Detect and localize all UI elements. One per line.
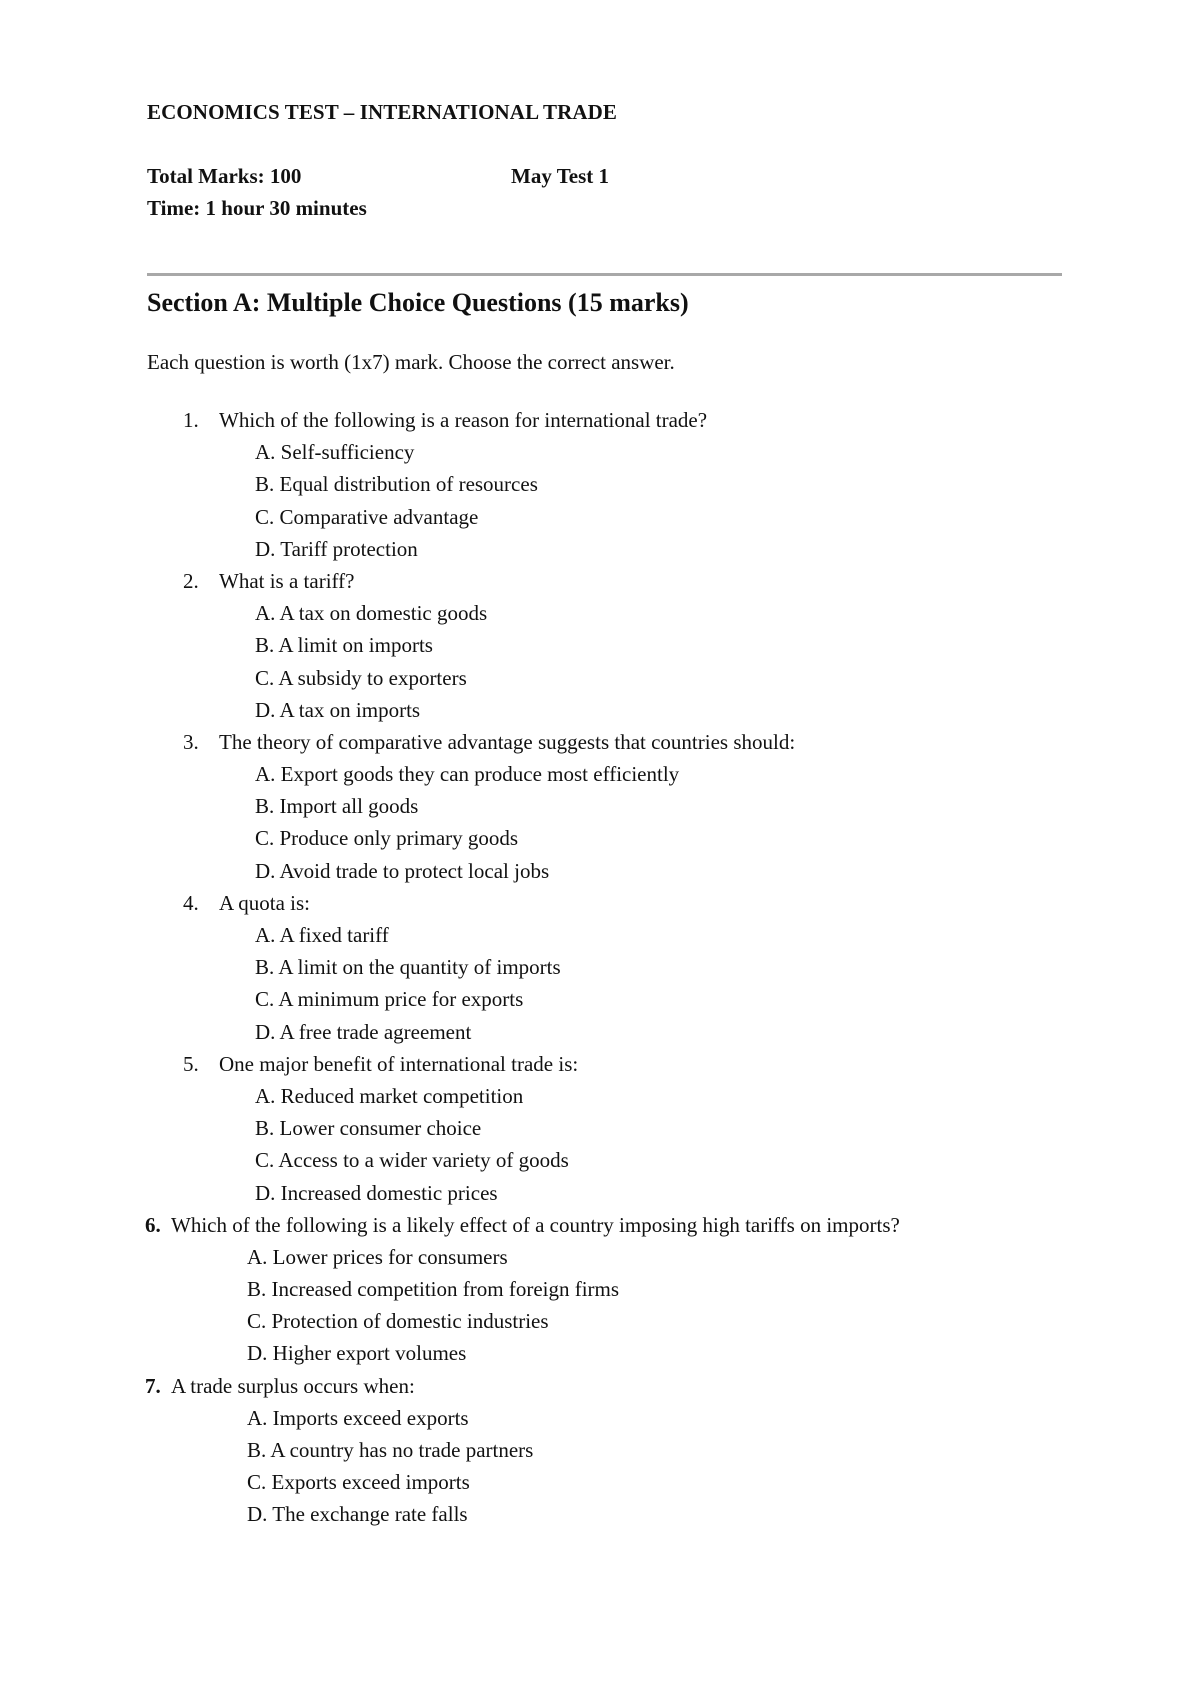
question-5	[0, 1048, 1200, 1080]
answer-option	[0, 1434, 1200, 1466]
option-a: A. Lower prices for consumers	[247, 1244, 508, 1269]
answer-option	[0, 1337, 1200, 1369]
time-allowed: Time: 1 hour 30 minutes	[147, 196, 367, 220]
option-b: B. Equal distribution of resources	[255, 472, 538, 497]
option-d: D. A free trade agreement	[255, 1019, 472, 1044]
answer-option	[0, 1241, 1200, 1273]
option-b: B. A limit on imports	[255, 633, 433, 658]
option-d: D. Increased domestic prices	[255, 1180, 498, 1205]
question-text: What is a tariff?	[219, 568, 355, 593]
question-2	[0, 565, 1200, 597]
answer-option	[0, 436, 1200, 468]
question-text: A quota is:	[219, 890, 311, 915]
question-number: 7.	[145, 1373, 161, 1398]
answer-option	[0, 855, 1200, 887]
question-text: One major benefit of international trade is:	[219, 1051, 579, 1076]
option-c: C. Exports exceed imports	[247, 1470, 470, 1495]
answer-option	[0, 501, 1200, 533]
option-d: D. The exchange rate falls	[247, 1502, 468, 1527]
option-a: A. A tax on domestic goods	[255, 601, 488, 626]
page-title: ECONOMICS TEST – INTERNATIONAL TRADE	[147, 100, 617, 124]
question-number: 4.	[183, 890, 199, 915]
test-name: May Test 1	[511, 164, 610, 188]
option-d: D. Higher export volumes	[247, 1341, 467, 1366]
section-a-instructions: Each question is worth (1x7) mark. Choose the correct answer.	[147, 350, 675, 374]
option-b: B. Lower consumer choice	[255, 1116, 482, 1141]
question-4	[0, 887, 1200, 919]
question-7	[0, 1370, 1200, 1402]
horizontal-divider	[147, 273, 1062, 276]
option-d: D. Tariff protection	[255, 536, 418, 561]
question-text: Which of the following is a likely effect of a country imposing high tariffs on imports?	[171, 1212, 900, 1237]
total-marks: Total Marks: 100	[147, 164, 302, 188]
answer-option	[0, 951, 1200, 983]
answer-option	[0, 790, 1200, 822]
section-a-heading: Section A: Multiple Choice Questions (15 marks)	[147, 288, 689, 317]
answer-option	[0, 919, 1200, 951]
answer-option	[0, 1080, 1200, 1112]
option-c: C. Protection of domestic industries	[247, 1309, 549, 1334]
question-number: 5.	[183, 1051, 199, 1076]
option-a: A. Export goods they can produce most efficiently	[255, 762, 680, 787]
answer-option	[0, 629, 1200, 661]
option-d: D. Avoid trade to protect local jobs	[255, 858, 550, 883]
option-a: A. A fixed tariff	[255, 923, 389, 947]
answer-option	[0, 1112, 1200, 1144]
answer-option	[0, 1016, 1200, 1048]
option-b: B. A limit on the quantity of imports	[255, 955, 561, 980]
question-1	[0, 404, 1200, 436]
answer-option	[0, 468, 1200, 500]
question-text: Which of the following is a reason for international trade?	[219, 408, 708, 432]
option-b: B. Increased competition from foreign firms	[247, 1277, 620, 1302]
option-c: C. A subsidy to exporters	[255, 665, 467, 690]
answer-option	[0, 1144, 1200, 1176]
answer-option	[0, 1305, 1200, 1337]
option-a: A. Self-sufficiency	[255, 440, 415, 465]
answer-option	[0, 1177, 1200, 1209]
question-text: A trade surplus occurs when:	[171, 1373, 415, 1398]
answer-option	[0, 1466, 1200, 1498]
answer-option	[0, 1273, 1200, 1305]
answer-option	[0, 1402, 1200, 1434]
question-6	[0, 1209, 1200, 1241]
answer-option	[0, 662, 1200, 694]
option-a: A. Reduced market competition	[255, 1083, 524, 1108]
option-c: C. Produce only primary goods	[255, 826, 519, 851]
answer-option	[0, 694, 1200, 726]
option-b: B. A country has no trade partners	[247, 1438, 534, 1462]
question-number: 6.	[145, 1212, 161, 1237]
option-d: D. A tax on imports	[255, 697, 421, 722]
option-c: C. Comparative advantage	[255, 504, 479, 529]
option-a: A. Imports exceed exports	[247, 1405, 469, 1430]
question-number: 2.	[183, 568, 199, 593]
answer-option	[0, 533, 1200, 565]
option-c: C. A minimum price for exports	[255, 987, 524, 1012]
question-number: 1.	[183, 408, 199, 432]
answer-option	[0, 822, 1200, 854]
question-number: 3.	[183, 729, 199, 754]
question-3	[0, 726, 1200, 758]
question-list	[0, 404, 1200, 1531]
answer-option	[0, 983, 1200, 1015]
answer-option	[0, 1498, 1200, 1530]
answer-option	[0, 758, 1200, 790]
option-c: C. Access to a wider variety of goods	[255, 1148, 569, 1173]
option-b: B. Import all goods	[255, 794, 419, 819]
answer-option	[0, 597, 1200, 629]
question-text: The theory of comparative advantage suggests that countries should:	[219, 729, 796, 754]
